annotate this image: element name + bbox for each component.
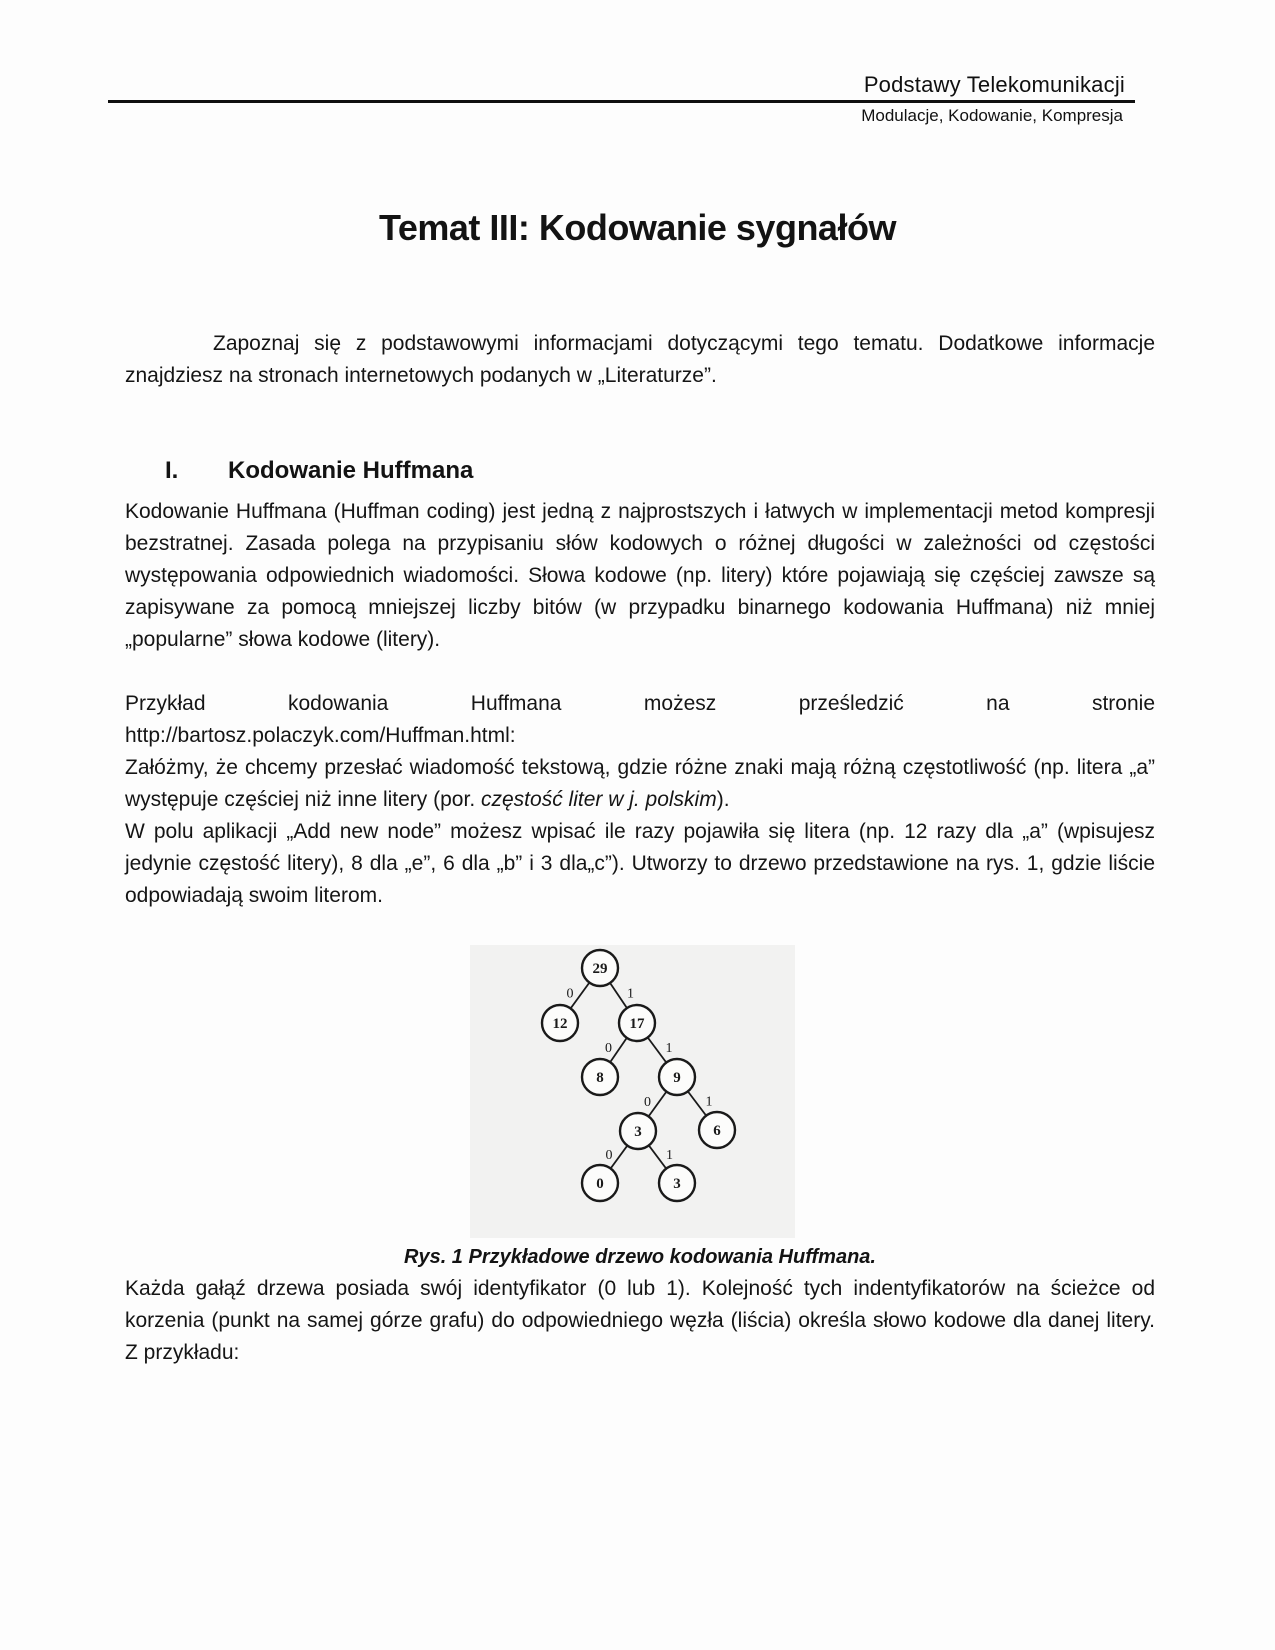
- edge-bit-label: 0: [605, 1041, 612, 1056]
- section-title: Kodowanie Huffmana: [228, 457, 474, 484]
- example-intro-line: Przykład kodowania Huffmana możesz prześledzić na stronie: [125, 692, 1155, 715]
- assumption-text-after: ).: [716, 788, 730, 811]
- edge-bit-label: 0: [605, 1148, 613, 1163]
- edge-bit-label: 1: [666, 1148, 673, 1163]
- header-rule: [108, 100, 1135, 103]
- edge-bit-label: 1: [665, 1041, 673, 1056]
- section-heading: [165, 457, 473, 485]
- section-number: I.: [165, 457, 179, 484]
- edge-bit-label: 1: [627, 986, 634, 1002]
- tree-node-value: 12: [552, 1016, 568, 1032]
- app-note-paragraph: W polu aplikacji „Add new node” możesz wpisać ile razy pojawiła się litera (np. 12 razy dla „a” (wpisujesz jedynie częstość litery), 8 dla „e”, 6 dla „b” i 3 dla„c”). Utworzy to drzewo przedstawione na rys. 1, gdzie liście odpowiadają swoim literom.: [125, 820, 1155, 907]
- tree-node-value: 8: [596, 1070, 604, 1086]
- huffman-description-text: Kodowanie Huffmana (Huffman coding) jest jedną z najprostszych i łatwych w implementacji metod kompresji bezstratnej. Zasada polega na przypisaniu słów kodowych o różnej długości w zależności od częstości występowania odpowiednich wiadomości. Słowa kodowe (np. litery) które pojawiają się częściej zawsze są zapisywane za pomocą mniejszej liczby bitów (w przypadku binarnego kodowania Huffmana) niż mniej „popularne” słowa kodowe (litery).: [125, 500, 1155, 651]
- figure-caption: Rys. 1 Przykładowe drzewo kodowania Huffmana.: [404, 1246, 876, 1268]
- tree-node-value: 0: [596, 1176, 604, 1192]
- intro-paragraph: [125, 328, 1155, 392]
- tree-node-value: 29: [592, 961, 608, 977]
- closing-text: Każda gałąź drzewa posiada swój identyfikator (0 lub 1). Kolejność tych indentyfikatorów na ścieżce od korzenia (punkt na samej górze grafu) do odpowiedniego węzła (liścia) określa słowo kodowe dla danej litery. Z przykładu:: [125, 1277, 1155, 1364]
- assumption-italic-text: częstość liter w j. polskim: [481, 788, 717, 811]
- example-block: [125, 688, 1155, 912]
- edge-bit-label: 0: [566, 986, 574, 1002]
- intro-text: Zapoznaj się z podstawowymi informacjami dotyczącymi tego tematu. Dodatkowe informacje znajdziesz na stronach internetowych podanych w „Literaturze”.: [125, 332, 1155, 387]
- edge-bit-label: 1: [705, 1094, 713, 1110]
- huffman-tree-diagram: [470, 945, 795, 1238]
- figure-image: [470, 945, 795, 1238]
- tree-node-value: 3: [673, 1176, 681, 1192]
- header-subtitle: Modulacje, Kodowanie, Kompresja: [861, 106, 1123, 125]
- closing-paragraph: [125, 1273, 1155, 1369]
- tree-node-value: 9: [673, 1070, 681, 1086]
- assumption-paragraph: [125, 752, 1155, 816]
- tree-node-value: 3: [634, 1124, 642, 1140]
- assumption-text-before: Załóżmy, że chcemy przesłać wiadomość tekstową, gdzie różne znaki mają różną częstotliwość (np. litera „a” występuje częściej niż inne litery (por.: [125, 756, 1155, 811]
- document-title: Temat III: Kodowanie sygnałów: [379, 207, 896, 248]
- edge-bit-label: 0: [644, 1095, 651, 1110]
- header-course-title: Podstawy Telekomunikacji: [863, 72, 1125, 97]
- example-url: http://bartosz.polaczyk.com/Huffman.html:: [125, 724, 516, 747]
- huffman-description-paragraph: [125, 496, 1155, 656]
- tree-node-value: 6: [713, 1123, 721, 1139]
- tree-node-value: 17: [629, 1016, 645, 1032]
